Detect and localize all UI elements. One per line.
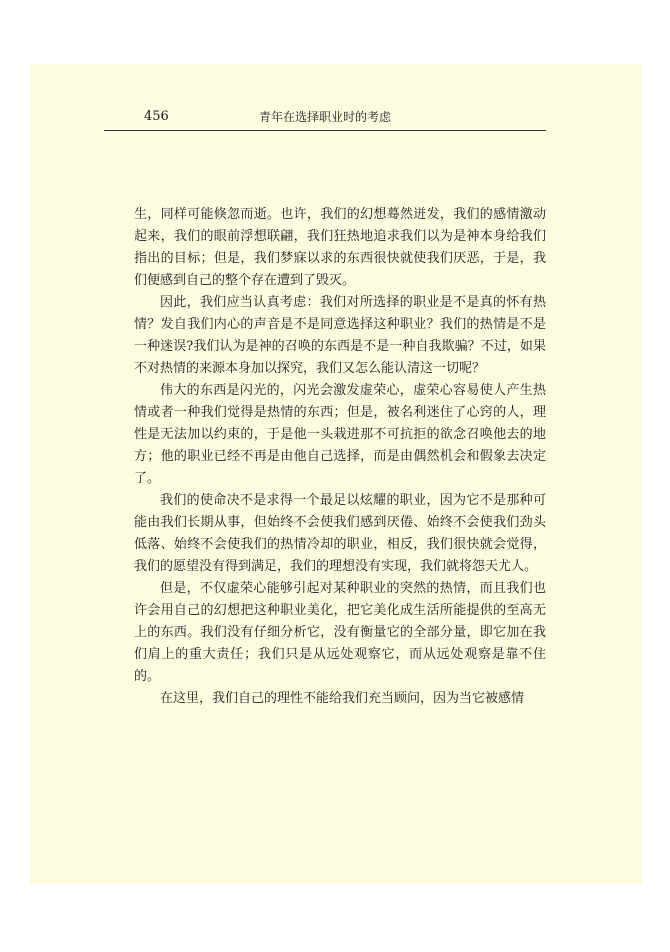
page-number: 456 [144,109,169,124]
page-header [104,104,546,131]
paragraph: 但是，不仅虚荣心能够引起对某种职业的突然的热情，而且我们也许会用自己的幻想把这种职业美化，把它美化成生活所能提供的至高无上的东西。我们没有仔细分析它，没有衡量它的全部分量，即它加在我们肩上的重大责任；我们只是从远处观察它，而从远处观察是靠不住的。 [134,581,546,684]
paragraph: 在这里，我们自己的理性不能给我们充当顾问，因为当它被感情 [160,691,525,706]
paragraph: 我们的使命决不是求得一个最足以炫耀的职业，因为它不是那种可能由我们长期从事，但始终不会使我们感到厌倦、始终不会使我们劲头低落、始终不会使我们的热情冷却的职业，相反，我们很快就会觉得，我们的愿望没有得到满足，我们的理想没有实现，我们就将怨天尤人。 [134,493,546,574]
running-title: 青年在选择职业时的考虑 [258,110,391,124]
paragraph: 伟大的东西是闪光的，闪光会激发虚荣心，虚荣心容易使人产生热情或者一种我们觉得是热情的东西；但是，被名利迷住了心窍的人，理性是无法加以约束的，于是他一头栽进那不可抗拒的欲念召唤他去的地方；他的职业已经不再是由他自己选择，而是由偶然机会和假象去决定了。 [134,383,546,486]
paragraph: 因此，我们应当认真考虑：我们对所选择的职业是不是真的怀有热情？发自我们内心的声音是不是同意选择这种职业？我们的热情是不是一种迷误?我们认为是神的召唤的东西是不是一种自我欺骗？不过，如果不对热情的来源本身加以探究，我们又怎么能认清这一切呢？ [134,295,546,376]
body-text [134,204,546,710]
paragraph: 生，同样可能倏忽而逝。也许，我们的幻想蓦然迸发，我们的感情激动起来，我们的眼前浮想联翩，我们狂热地追求我们以为是神本身给我们指出的目标；但是，我们梦寐以求的东西很快就使我们厌恶，于是，我们便感到自己的整个存在遭到了毁灭。 [134,207,546,288]
